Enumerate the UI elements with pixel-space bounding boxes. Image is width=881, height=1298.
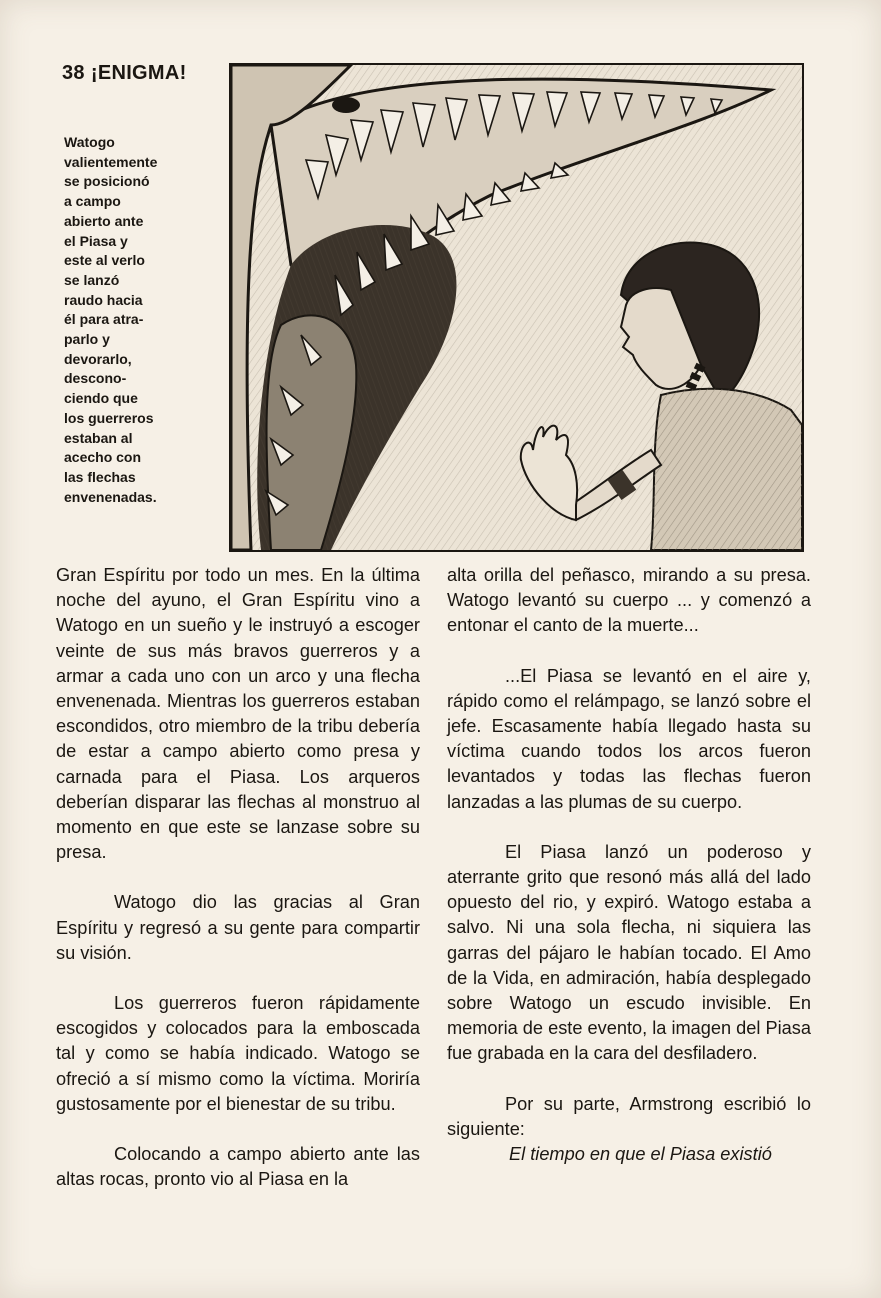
page-header — [62, 62, 187, 85]
caption-line: parlo y — [64, 331, 110, 348]
caption-line: Watogo — [64, 134, 115, 150]
caption-line: a campo — [64, 193, 121, 210]
paragraph: Los guerreros fueron rápidamente escogidos y colocados para la emboscada tal y como se había indicado. Watogo se ofreció a sí mismo como la víctima. Moriría gustosamente por el bienestar de su tribu. — [56, 993, 420, 1114]
caption-line: se posicionó — [64, 173, 150, 190]
caption-line: raudo hacia — [64, 291, 143, 308]
piasa-illustration — [229, 63, 804, 552]
monster-eye — [332, 97, 360, 113]
illustration-caption — [64, 133, 184, 507]
paragraph: alta orilla del peñasco, mirando a su presa. Watogo levantó su cuerpo ... y comenzó a entonar el canto de la muerte... — [447, 565, 811, 636]
caption-line: envenenadas. — [64, 488, 157, 505]
caption-line: las flechas — [64, 468, 136, 485]
page-title: ¡ENIGMA! — [90, 62, 187, 84]
caption-line: descono- — [64, 370, 127, 387]
left-column — [56, 563, 420, 1192]
caption-line: ciendo que — [64, 390, 138, 407]
paragraph: El Piasa lanzó un poderoso y aterrante grito que resonó más allá del lado opuesto del rio, y expiró. Watogo estaba a salvo. Ni una sola flecha, ni siquiera las garras del pájaro le habían tocado. El Amo de la Vida, en admiración, había desplegado sobre Watogo un escudo invisible. En memoria de este evento, la imagen del Piasa fue grabada en la cara del desfiladero. — [447, 841, 811, 1064]
paragraph: Watogo dio las gracias al Gran Espíritu y regresó a su gente para compartir su visión. — [56, 892, 420, 963]
page-number: 38 — [62, 62, 85, 84]
paragraph: Colocando a campo abierto ante las altas rocas, pronto vio al Piasa en la — [56, 1144, 420, 1190]
caption-line: devorarlo, — [64, 350, 132, 367]
paragraph: Gran Espíritu por todo un mes. En la última noche del ayuno, el Gran Espíritu vino a Watogo en un sueño y le instruyó a escoger veinte de sus más bravos guerreros y a armar a cada uno con un arco y una flecha envenenada. Mientras los guerreros estaban escondidos, otro miembro de la tribu debería de estar a campo abierto como presa y carnada para el Piasa. Los arqueros deberían disparar las flechas al monstruo al momento en que este se lanzase sobre su presa. — [56, 565, 420, 863]
caption-line: los guerreros — [64, 409, 154, 426]
caption-line: abierto ante — [64, 212, 144, 229]
caption-line: él para atra- — [64, 311, 144, 328]
quote-start: El tiempo en que el Piasa existió — [509, 1144, 772, 1165]
caption-line: se lanzó — [64, 271, 120, 288]
caption-line: acecho con — [64, 449, 142, 466]
caption-line: el Piasa y — [64, 232, 128, 249]
right-column — [447, 563, 811, 1167]
caption-line: este al verlo — [64, 252, 145, 269]
piasa-drawing — [231, 65, 802, 550]
paragraph: Por su parte, Armstrong escribió lo siguiente: — [447, 1093, 811, 1139]
caption-line: estaban al — [64, 429, 133, 446]
paragraph: ...El Piasa se levantó en el aire y, rápido como el relámpago, se lanzó sobre el jefe. Escasamente había llegado hasta su víctima cuando todos los arcos fueron levantados y todas las flechas fueron lanzadas a las plumas de su cuerpo. — [447, 665, 811, 812]
caption-line: valientemente — [64, 153, 158, 170]
